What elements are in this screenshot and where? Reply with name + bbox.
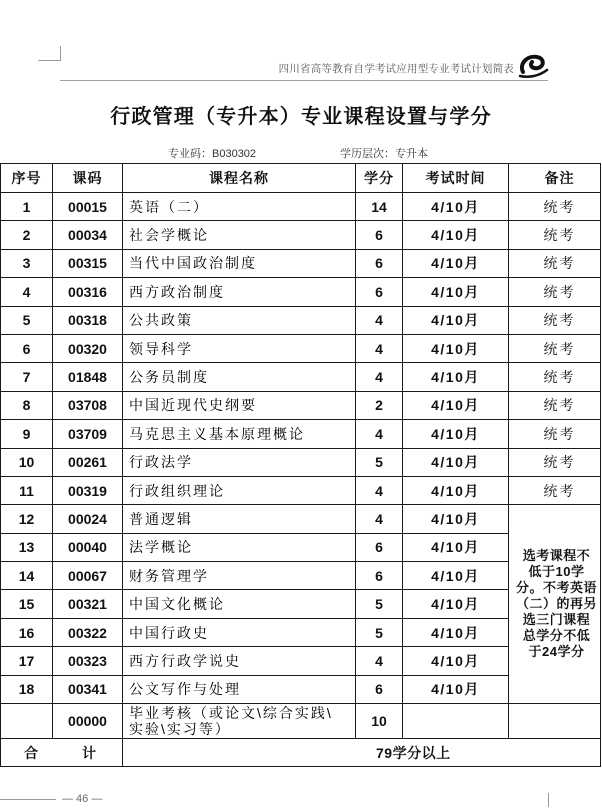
elective-remark-cell — [509, 505, 601, 704]
remark-cell: 统考 — [509, 278, 601, 306]
credits: 4 — [356, 476, 403, 504]
exam-time: 4/10月 — [403, 363, 509, 391]
elective-remark-line: （二）的再另 — [515, 596, 597, 612]
remark-cell: 统考 — [509, 391, 601, 419]
course-code: 00024 — [53, 505, 123, 533]
elective-remark-line: 于24学分 — [528, 644, 585, 660]
exam-time: 4/10月 — [403, 420, 509, 448]
row-number: 13 — [1, 533, 53, 561]
elective-remark-line: 低于10学 — [528, 564, 585, 580]
crop-mark-top-left-h — [38, 60, 60, 61]
exam-time: 4/10月 — [403, 221, 509, 249]
course-name: 行政组织理论 — [123, 476, 356, 504]
course-code: 00323 — [53, 647, 123, 675]
remark-cell: 统考 — [509, 249, 601, 277]
course-name: 普通逻辑 — [123, 505, 356, 533]
course-name: 毕业考核（或论文\综合实践\ 实验\实习等） — [123, 704, 356, 739]
course-code: 00316 — [53, 278, 123, 306]
exam-time: 4/10月 — [403, 306, 509, 334]
elective-remark-line: 选三门课程 — [522, 612, 591, 628]
course-code: 00040 — [53, 533, 123, 561]
exam-time: 4/10月 — [403, 647, 509, 675]
credits: 4 — [356, 306, 403, 334]
course-name: 法学概论 — [123, 533, 356, 561]
row-number: 18 — [1, 675, 53, 703]
course-name: 财务管理学 — [123, 562, 356, 590]
course-code: 00315 — [53, 249, 123, 277]
exam-time — [403, 704, 509, 739]
course-name: 行政法学 — [123, 448, 356, 476]
remark-cell: 统考 — [509, 448, 601, 476]
crop-mark-bottom-left-h — [0, 799, 56, 800]
course-code: 00321 — [53, 590, 123, 618]
exam-time: 4/10月 — [403, 193, 509, 221]
column-header-name: 课程名称 — [123, 164, 356, 193]
column-header-no: 序号 — [1, 164, 53, 193]
course-code: 00319 — [53, 476, 123, 504]
total-row — [1, 739, 601, 767]
remark-cell: 统考 — [509, 420, 601, 448]
row-number: 9 — [1, 420, 53, 448]
page-number: — 46 — — [62, 793, 103, 805]
course-name: 西方政治制度 — [123, 278, 356, 306]
row-number: 7 — [1, 363, 53, 391]
course-row — [1, 420, 601, 448]
exam-time: 4/10月 — [403, 391, 509, 419]
course-row — [1, 334, 601, 362]
total-label: 合计 — [1, 739, 123, 767]
elective-remark-line: 总学分不低 — [522, 628, 591, 644]
course-code: 00322 — [53, 618, 123, 646]
credits: 4 — [356, 647, 403, 675]
credits: 4 — [356, 420, 403, 448]
course-row — [1, 505, 601, 533]
credits: 5 — [356, 448, 403, 476]
exam-time: 4/10月 — [403, 278, 509, 306]
remark-cell: 统考 — [509, 306, 601, 334]
exam-time: 4/10月 — [403, 590, 509, 618]
document-title: 行政管理（专升本）专业课程设置与学分 — [110, 106, 492, 128]
row-number: 11 — [1, 476, 53, 504]
credits: 6 — [356, 562, 403, 590]
row-number: 8 — [1, 391, 53, 419]
credits: 4 — [356, 505, 403, 533]
credits: 5 — [356, 590, 403, 618]
course-name: 中国近现代史纲要 — [123, 391, 356, 419]
course-name: 社会学概论 — [123, 221, 356, 249]
course-code: 00320 — [53, 334, 123, 362]
exam-time: 4/10月 — [403, 533, 509, 561]
course-row — [1, 249, 601, 277]
row-number: 15 — [1, 590, 53, 618]
course-row — [1, 391, 601, 419]
course-name: 中国文化概论 — [123, 590, 356, 618]
elective-remark-line: 选考课程不 — [522, 548, 591, 564]
course-code: 01848 — [53, 363, 123, 391]
remark-cell: 统考 — [509, 193, 601, 221]
course-rows — [1, 193, 601, 704]
row-number: 5 — [1, 306, 53, 334]
course-code: 00000 — [53, 704, 123, 739]
credits: 5 — [356, 618, 403, 646]
major-code: 专业码：B030302 — [168, 148, 257, 160]
exam-time: 4/10月 — [403, 675, 509, 703]
course-row — [1, 221, 601, 249]
credits: 6 — [356, 675, 403, 703]
row-number: 2 — [1, 221, 53, 249]
course-code: 00015 — [53, 193, 123, 221]
column-header-code: 课码 — [53, 164, 123, 193]
exam-time: 4/10月 — [403, 249, 509, 277]
course-name: 公务员制度 — [123, 363, 356, 391]
column-header-credits: 学分 — [356, 164, 403, 193]
remark-cell: 统考 — [509, 221, 601, 249]
total-credits-value: 79学分以上 — [123, 739, 601, 767]
running-header-title: 四川省高等教育自学考试应用型专业考试计划简表 — [278, 63, 514, 75]
course-name: 中国行政史 — [123, 618, 356, 646]
course-row — [1, 476, 601, 504]
course-code: 00261 — [53, 448, 123, 476]
row-number: 16 — [1, 618, 53, 646]
remark-cell: 统考 — [509, 363, 601, 391]
credits: 2 — [356, 391, 403, 419]
course-code: 00318 — [53, 306, 123, 334]
exam-time: 4/10月 — [403, 334, 509, 362]
course-code: 00341 — [53, 675, 123, 703]
elective-remark-line: 分。不考英语 — [515, 580, 597, 596]
credits: 6 — [356, 533, 403, 561]
course-row — [1, 448, 601, 476]
row-number: 10 — [1, 448, 53, 476]
course-row — [1, 363, 601, 391]
exam-time: 4/10月 — [403, 476, 509, 504]
exam-time: 4/10月 — [403, 618, 509, 646]
row-number: 6 — [1, 334, 53, 362]
row-number: 4 — [1, 278, 53, 306]
exam-time: 4/10月 — [403, 505, 509, 533]
course-code: 00067 — [53, 562, 123, 590]
exam-time: 4/10月 — [403, 562, 509, 590]
course-code: 03709 — [53, 420, 123, 448]
remark-cell — [509, 704, 601, 739]
course-row — [1, 193, 601, 221]
row-number: 14 — [1, 562, 53, 590]
course-name: 西方行政学说史 — [123, 647, 356, 675]
course-code: 00034 — [53, 221, 123, 249]
course-name: 公文写作与处理 — [123, 675, 356, 703]
crop-mark-top-left-v — [60, 46, 61, 61]
row-number: 12 — [1, 505, 53, 533]
course-name: 当代中国政治制度 — [123, 249, 356, 277]
graduation-assessment-row — [1, 704, 601, 739]
course-code: 03708 — [53, 391, 123, 419]
credits: 10 — [356, 704, 403, 739]
header-divider — [60, 80, 548, 81]
credits: 14 — [356, 193, 403, 221]
credits: 4 — [356, 363, 403, 391]
row-number: 17 — [1, 647, 53, 675]
row-number — [1, 704, 53, 739]
credits: 6 — [356, 221, 403, 249]
exam-time: 4/10月 — [403, 448, 509, 476]
row-number: 3 — [1, 249, 53, 277]
course-name: 英语（二） — [123, 193, 356, 221]
remark-cell: 统考 — [509, 334, 601, 362]
brush-swirl-logo-icon — [517, 52, 549, 80]
row-number: 1 — [1, 193, 53, 221]
column-header-exam-time: 考试时间 — [403, 164, 509, 193]
course-plan-table — [0, 163, 601, 767]
column-header-remark: 备注 — [509, 164, 601, 193]
credits: 6 — [356, 249, 403, 277]
course-name: 公共政策 — [123, 306, 356, 334]
course-name: 领导科学 — [123, 334, 356, 362]
table-header-row — [1, 164, 601, 193]
education-level: 学历层次：专升本 — [340, 148, 428, 160]
course-name: 马克思主义基本原理概论 — [123, 420, 356, 448]
crop-mark-bottom-right-v — [548, 793, 549, 807]
remark-cell: 统考 — [509, 476, 601, 504]
course-row — [1, 278, 601, 306]
course-row — [1, 306, 601, 334]
credits: 6 — [356, 278, 403, 306]
credits: 4 — [356, 334, 403, 362]
